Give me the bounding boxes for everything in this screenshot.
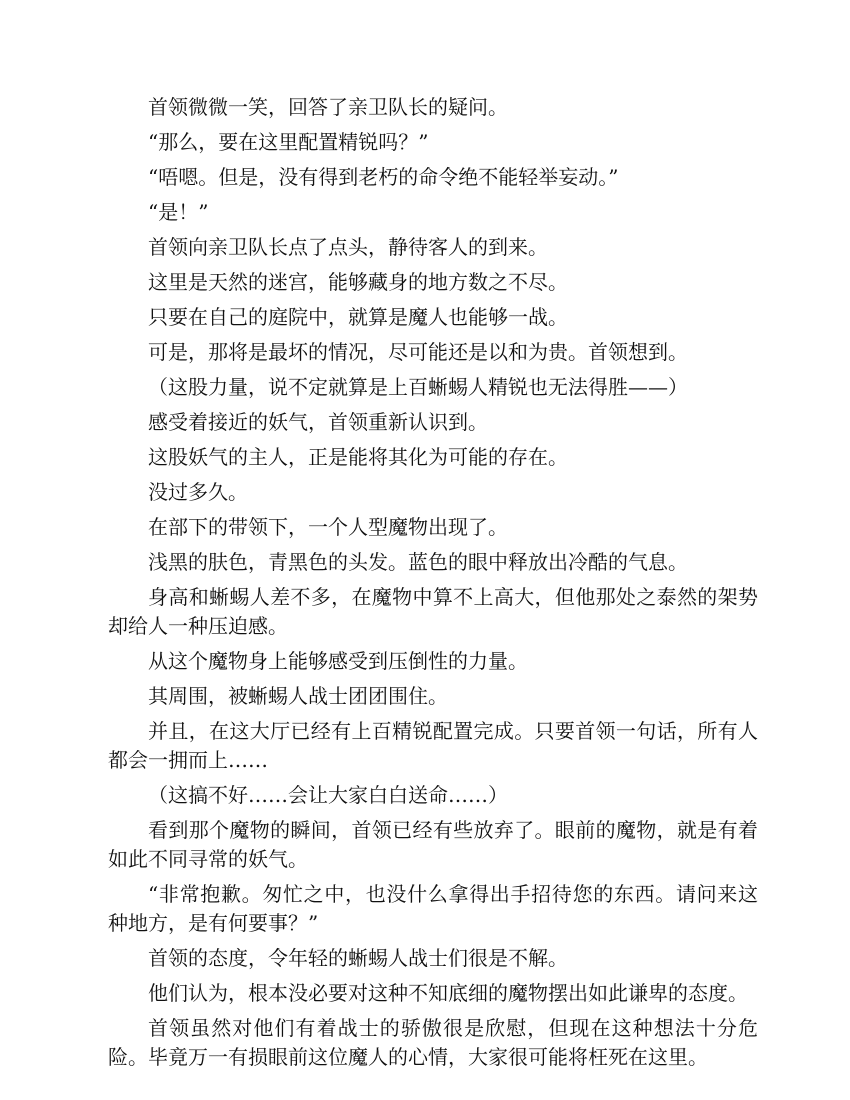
paragraph: 其周围，被蜥蜴人战士团团围住。: [148, 684, 448, 708]
paragraph: 没过多久。: [148, 480, 248, 504]
paragraph: “是！”: [148, 200, 209, 224]
paragraph: 这股妖气的主人，正是能将其化为可能的存在。: [148, 445, 568, 469]
paragraph: “那么，要在这里配置精锐吗？”: [148, 130, 429, 154]
paragraph: “非常抱歉。匆忙之中，也没什么拿得出手招待您的东西。请问来这种地方，是有何要事？”: [108, 882, 758, 935]
paragraph: 从这个魔物身上能够感受到压倒性的力量。: [148, 649, 528, 673]
paragraph: 可是，那将是最坏的情况，尽可能还是以和为贵。首领想到。: [148, 340, 688, 364]
paragraph: （这股力量，说不定就算是上百蜥蜴人精锐也无法得胜——）: [148, 375, 688, 399]
paragraph: 只要在自己的庭院中，就算是魔人也能够一战。: [148, 305, 568, 329]
paragraph: （这搞不好……会让大家白白送命……）: [148, 783, 508, 807]
paragraph: “唔嗯。但是，没有得到老朽的命令绝不能轻举妄动。”: [148, 165, 619, 189]
paragraph: 在部下的带领下，一个人型魔物出现了。: [148, 515, 508, 539]
document-page: [108, 93, 758, 1078]
paragraph: 首领的态度，令年轻的蜥蜴人战士们很是不解。: [148, 946, 568, 970]
paragraph: 身高和蜥蜴人差不多，在魔物中算不上高大，但他那处之泰然的架势却给人一种压迫感。: [108, 585, 758, 638]
paragraph: 感受着接近的妖气，首领重新认识到。: [148, 410, 488, 434]
paragraph: 并且，在这大厅已经有上百精锐配置完成。只要首领一句话，所有人都会一拥而上……: [108, 719, 758, 772]
paragraph: 首领虽然对他们有着战士的骄傲很是欣慰，但现在这种想法十分危险。毕竟万一有损眼前这位魔人的心情，大家很可能将枉死在这里。: [108, 1016, 758, 1069]
paragraph: 看到那个魔物的瞬间，首领已经有些放弃了。眼前的魔物，就是有着如此不同寻常的妖气。: [108, 818, 758, 871]
paragraph: 首领向亲卫队长点了点头，静待客人的到来。: [148, 235, 548, 259]
paragraph: 浅黑的肤色，青黑色的头发。蓝色的眼中释放出冷酷的气息。: [148, 550, 688, 574]
paragraph: 他们认为，根本没必要对这种不知底细的魔物摆出如此谦卑的态度。: [148, 981, 748, 1005]
paragraph: 首领微微一笑，回答了亲卫队长的疑问。: [148, 95, 508, 119]
paragraph: 这里是天然的迷宫，能够藏身的地方数之不尽。: [148, 270, 568, 294]
